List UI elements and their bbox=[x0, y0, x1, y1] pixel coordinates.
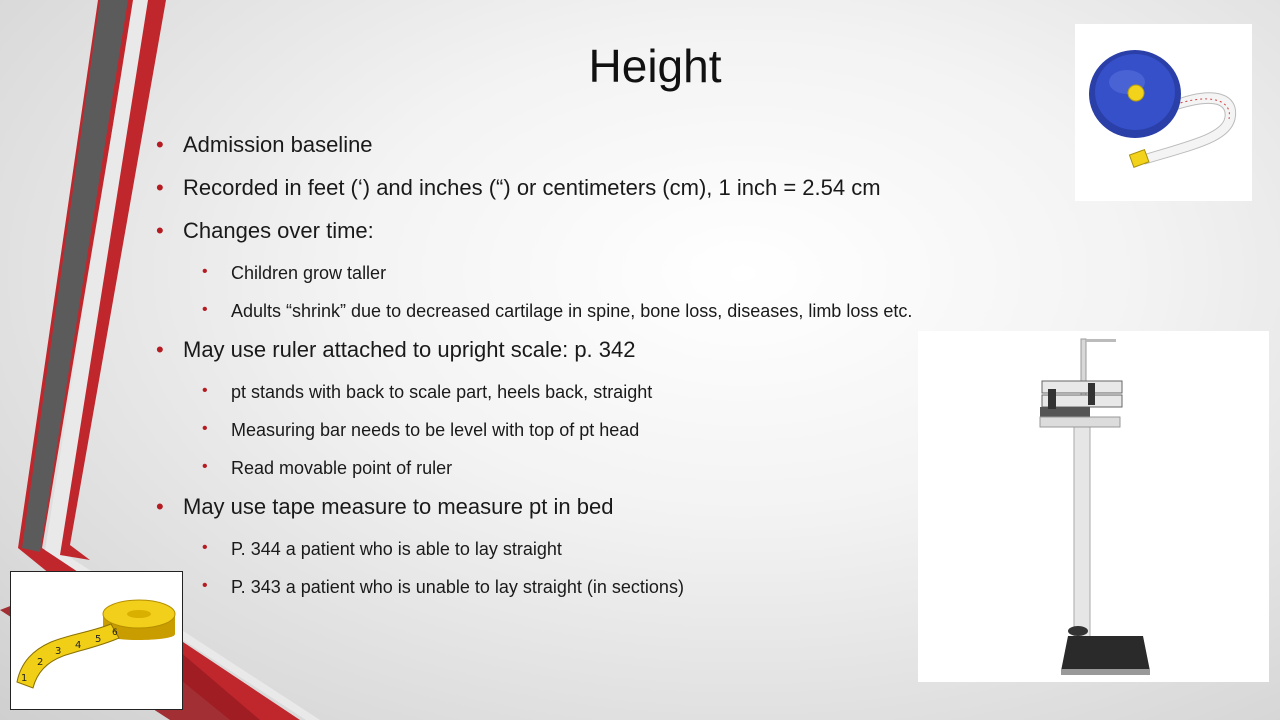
bullet-text: May use ruler attached to upright scale: p. 342 bbox=[183, 337, 636, 362]
bullet-text: May use tape measure to measure pt in bed bbox=[183, 494, 614, 519]
bullet-dot: • bbox=[202, 263, 208, 280]
sub-bullet-item bbox=[150, 255, 1030, 293]
tape-digit: 6 bbox=[112, 628, 118, 638]
bullet-text: Admission baseline bbox=[183, 132, 373, 157]
sub-bullet-item bbox=[150, 374, 1030, 412]
sub-bullet-text: P. 343 a patient who is unable to lay straight (in sections) bbox=[231, 577, 684, 597]
sub-bullet-text: Measuring bar needs to be level with top of pt head bbox=[231, 420, 640, 440]
tape-digit: 1 bbox=[21, 673, 28, 684]
sub-bullet-item bbox=[150, 293, 1030, 331]
bullet-dot: • bbox=[202, 577, 208, 594]
bullet-dot: • bbox=[156, 175, 164, 200]
sub-bullet-text: Adults “shrink” due to decreased cartilage in spine, bone loss, diseases, limb loss etc. bbox=[231, 301, 913, 321]
bullet-item bbox=[150, 488, 1030, 531]
sub-bullet-text: pt stands with back to scale part, heels back, straight bbox=[231, 382, 653, 402]
tape-digit: 5 bbox=[95, 634, 102, 645]
bullet-dot: • bbox=[202, 382, 208, 399]
yellow-tape-measure-image bbox=[10, 571, 183, 710]
bullet-item bbox=[150, 212, 1030, 255]
bullet-list bbox=[150, 126, 1030, 607]
sub-bullet-text: P. 344 a patient who is able to lay straight bbox=[231, 539, 562, 559]
slide-title: Height bbox=[588, 40, 722, 92]
tape-digit: 3 bbox=[55, 646, 62, 657]
sub-bullet-text: Children grow taller bbox=[231, 263, 387, 283]
tape-digit: 2 bbox=[37, 657, 44, 668]
bullet-dot: • bbox=[202, 458, 208, 475]
bullet-dot: • bbox=[156, 132, 164, 157]
bullet-dot: • bbox=[202, 539, 208, 556]
bullet-text: Changes over time: bbox=[183, 218, 374, 243]
bullet-dot: • bbox=[156, 337, 164, 362]
tape-digit: 4 bbox=[75, 640, 82, 651]
sub-bullet-item bbox=[150, 450, 1030, 488]
bullet-item bbox=[150, 126, 1030, 169]
bullet-dot: • bbox=[156, 218, 164, 243]
bullet-text: Recorded in feet (‘) and inches (“) or centimeters (cm), 1 inch = 2.54 cm bbox=[183, 175, 881, 200]
sub-bullet-text: Read movable point of ruler bbox=[231, 458, 453, 478]
bullet-dot: • bbox=[156, 494, 164, 519]
upright-scale-image bbox=[918, 331, 1269, 682]
sub-bullet-item bbox=[150, 531, 1030, 569]
bullet-dot: • bbox=[202, 301, 208, 318]
bullet-item bbox=[150, 169, 1030, 212]
bullet-dot: • bbox=[202, 420, 208, 437]
bullet-item bbox=[150, 331, 1030, 374]
sub-bullet-item bbox=[150, 412, 1030, 450]
sub-bullet-item bbox=[150, 569, 1030, 607]
tape-measure-reel-image bbox=[1075, 24, 1252, 201]
